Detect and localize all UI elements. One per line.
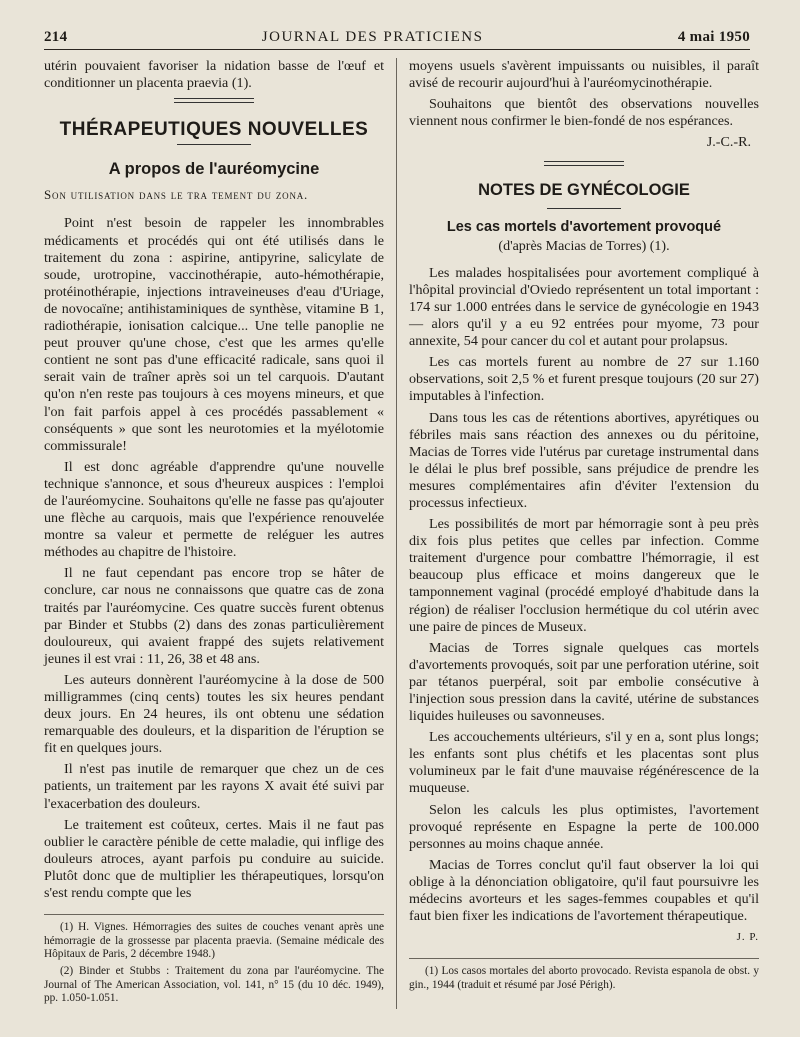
text-columns bbox=[44, 58, 770, 1009]
continued-paragraph: utérin pouvaient favoriser la nidation basse de l'œuf et conditionner un placenta praevia (1). bbox=[44, 58, 384, 92]
article-paragraph: Souhaitons que bientôt des observations nouvelles viennent nous confirmer le bien-fondé de nos espérances. bbox=[409, 96, 759, 130]
article-paragraph: Les accouchements ultérieurs, s'il y en a, sont plus longs; les enfants sont plus chétifs et les placentas sont plus volumineux par le fait d'une mauvaise régénérescence de la muqueuse. bbox=[409, 729, 759, 797]
separator-rule bbox=[174, 98, 254, 103]
article-paragraph: Il n'est pas inutile de remarquer que chez un de ces patients, un traitement par les rayons X avait été suivi par l'exacerbation des douleurs. bbox=[44, 761, 384, 812]
article-title-avortement: Les cas mortels d'avortement provoqué bbox=[446, 218, 722, 235]
article-paragraph: Selon les calculs les plus optimistes, l'avortement provoqué représente en Espagne la perte de 100.000 personnes au moins chaque année. bbox=[409, 801, 759, 852]
author-signature: J. P. bbox=[736, 931, 759, 944]
article-paragraph: Il est donc agréable d'apprendre qu'une nouvelle technique s'annonce, et sous d'heureux auspices : l'emploi de l'auréomycine. Souhaitons qu'elle ne fasse pas qu'ajouter une flèche au carquois, mais que l'expérience renouvelée montre sa valeur et permette de reléguer les autres méthodes au chapitre de l'histoire. bbox=[44, 458, 384, 561]
issue-date: 4 mai 1950 bbox=[677, 29, 750, 45]
article-paragraph: Les auteurs donnèrent l'auréomycine à la dose de 500 milligrammes (cinq cents) toutes les six heures pendant deux jours. En 24 heures, ils ont obtenu une sédation remarquable des douleurs, et la disparition de l'éruption se fit en quelques jours. bbox=[44, 671, 384, 757]
separator-rule bbox=[547, 208, 621, 209]
right-footnotes bbox=[409, 958, 759, 992]
article-paragraph: Dans tous les cas de rétentions abortives, apyrétiques ou fébriles mais sans réaction des annexes ou du péritoine, Macias de Torres vide l'utérus par curetage instrumental dans le délai le plus bref possible, sans préjudice de prendre les mesures complémentaires afin d'éviter l'extension du processus infectieux. bbox=[409, 409, 759, 511]
footnote: (2) Binder et Stubbs : Traitement du zona par l'auréomycine. The Journal of The American Association, vol. 141, n° 15 (du 10 déc. 1949), pp. 1.050-1.051. bbox=[44, 964, 384, 1005]
article-paragraph: Point n'est besoin de rappeler les innombrables médicaments et procédés qui ont été utilisés dans le traitement du zona : aspirine, antipyrine, salicylate de soude, urotropine, vaccinothérapie, auto-hémothérapie, protéinothérapie, injections intraveineuses d'eau d'Uriage, de novocaïne; antihistaminiques de synthèse, vitamine B 1, radiothérapie, ionisation calcique... Une telle panoplie ne peut prouver qu'une chose, c'est que les armes qu'elle contient ne sont pas d'une efficacité radicale, sans quoi il serait vain de traîner après soi un tel carquois. D'autant qu'on n'en reste pas toujours à ces moyens mineurs, et que l'on fait parfois appel à ces procédés passablement « conséquents » que sont les neurotomies et la myélotomie commissurale! bbox=[44, 215, 384, 454]
article-paragraph: Les malades hospitalisées pour avortement compliqué à l'hôpital provincial d'Oviedo représentent un total important : 174 sur 1.000 entrées dans le service de gynécologie en 1943 — alors qu'il y a eu 92 entrées pour myome, 73 pour annexite, 54 pour cancer du col et autant pour prolapsus. bbox=[409, 264, 759, 350]
article-paragraph: Les cas mortels furent au nombre de 27 sur 1.160 observations, soit 2,5 % et furent presque toujours (20 sur 27) imputables à l'infection. bbox=[409, 354, 759, 405]
footnote: (1) Los casos mortales del aborto provocado. Revista espanola de obst. y gin., 1944 (traduit et résumé par José Périgh). bbox=[409, 965, 759, 991]
right-column bbox=[397, 58, 759, 1009]
article-byline: (d'après Macias de Torres) (1). bbox=[498, 238, 670, 254]
separator-rule bbox=[177, 144, 251, 145]
article-paragraph: Macias de Torres conclut qu'il faut observer la loi qui oblige à la dénonciation obligatoire, qu'il faut poursuivre les médecins avorteurs et les sages-femmes coupables et qu'il faut bien fixer les indications de l'avortement thérapeutique. bbox=[409, 856, 759, 925]
left-footnotes bbox=[44, 914, 384, 1006]
author-signature: J.-C.-R. bbox=[706, 134, 751, 151]
journal-title: JOURNAL DES PRATICIENS bbox=[261, 29, 484, 45]
section-title-therapeutiques: THÉRAPEUTIQUES NOUVELLES bbox=[59, 119, 369, 141]
footnote: (1) H. Vignes. Hémorragies des suites de couches venant après une hémorragie de la grossesse par placenta praevia. (Semaine médicale des Hôpitaux de Paris, 2 décembre 1948.) bbox=[44, 921, 384, 961]
article-paragraph: Le traitement est coûteux, certes. Mais il ne faut pas oublier le caractère pénible de cette maladie, qui inflige des douleurs atroces, ayant parfois pu conduire au suicide. Plutôt donc que de multiplier les thérapeutiques, lorsqu'on s'est rendu compte que les bbox=[44, 816, 384, 902]
continued-paragraph: moyens usuels s'avèrent impuissants ou nuisibles, il paraît avisé de recourir aujourd'hui à l'auréomycinothérapie. bbox=[409, 58, 759, 92]
article-paragraph: Macias de Torres signale quelques cas mortels d'avortements provoqués, soit par une perforation utérine, soit par tétanos puerpéral, soit par embolie consécutive à l'injection sous pression dans la cavité, utérine de substances liquides huileuses ou savonneuses. bbox=[409, 639, 759, 725]
left-column bbox=[44, 58, 397, 1009]
article-title-aureomycine: A propos de l'auréomycine bbox=[108, 160, 320, 179]
article-paragraph: Il ne faut cependant pas encore trop se hâter de conclure, car nous ne connaissons que quatre cas de zona traités par l'auréomycine. Ces quatre succès furent obtenus par Binder et Stubbs (2) dans des zonas particulièrement douloureux, qui avaient frappé des sujets relativement jeunes il est vrai : 11, 26, 38 et 48 ans. bbox=[44, 565, 384, 667]
section-title-gynecologie: NOTES DE GYNÉCOLOGIE bbox=[478, 181, 690, 200]
page-header bbox=[44, 20, 750, 50]
page-number: 214 bbox=[44, 29, 68, 45]
article-subtitle: Son utilisation dans le tra tement du zona. bbox=[44, 187, 309, 203]
article-paragraph: Les possibilités de mort par hémorragie sont à peu près dix fois plus petites que celles par infection. Comme traitement d'urgence pour combattre l'hémorragie, il est beaucoup plus efficace et moins dangereux que le tamponnement vaginal (procédé employé d'habitude dans la région) de réaliser l'occlusion hermétique du col utérin avec une paire de pinces de Museux. bbox=[409, 516, 759, 635]
separator-rule bbox=[544, 161, 624, 166]
